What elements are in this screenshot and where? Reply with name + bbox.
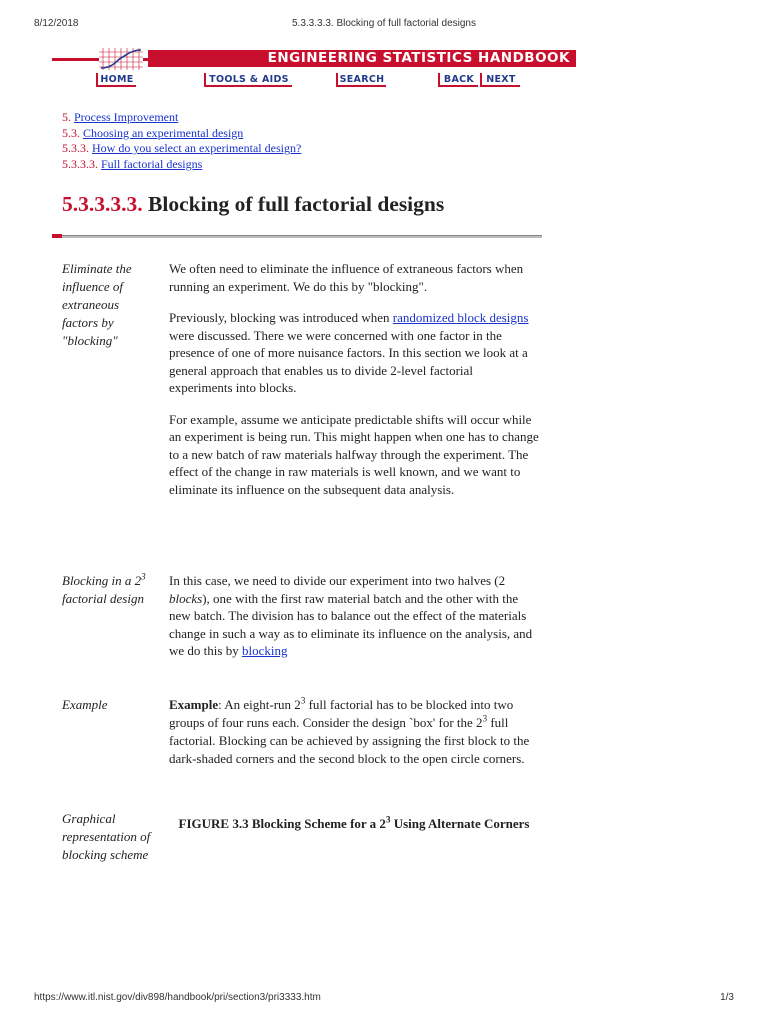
breadcrumb-item — [62, 126, 301, 142]
text: were discussed. There we were concerned with one factor in the presence of one of more nuisance factors. In this section we look at a general approach that enables us to divide 2-level factorial experiments into blocks. — [169, 327, 528, 395]
section-eliminate — [169, 260, 539, 512]
superscript: 3 — [482, 713, 488, 724]
breadcrumb-item — [62, 141, 301, 157]
text: : An eight-run 2 — [218, 697, 301, 712]
paragraph — [169, 309, 539, 397]
back-button[interactable]: BACK — [438, 73, 478, 87]
side-label-eliminate: Eliminate the influence of extraneous factors by "blocking" — [62, 261, 132, 348]
title-text: Blocking of full factorial designs — [148, 192, 445, 216]
home-button[interactable]: HOME — [96, 73, 136, 87]
breadcrumb — [62, 110, 301, 172]
breadcrumb-link-select-design[interactable]: How do you select an experimental design? — [92, 141, 302, 156]
text: Using Alternate Corners — [390, 816, 530, 831]
paragraph: For example, assume we anticipate predictable shifts will occur while an experiment is being run. This might happen when one has to change to a new batch of raw materials halfway through the experiment. The effect of the change in raw materials is well known, and we want to eliminate its influence on the subsequent data analysis. — [169, 411, 539, 497]
print-date: 8/12/2018 — [34, 18, 79, 29]
title-divider — [52, 234, 542, 238]
text: In this case, we need to divide our experiment into two halves (2 — [169, 573, 506, 588]
bold-text: Example — [169, 697, 219, 712]
text: factorial design — [62, 591, 144, 606]
breadcrumb-number: 5.3. — [62, 125, 80, 140]
breadcrumb-number: 5.3.3. — [62, 141, 89, 156]
italic-text: blocks — [169, 590, 203, 606]
print-url: https://www.itl.nist.gov/div898/handbook/pri/section3/pri3333.htm — [34, 992, 321, 1003]
text: Blocking in a 2 — [62, 573, 142, 588]
text: full factorial has to be blocked into two groups of four runs each. Consider the design `box' for the 2 — [169, 697, 514, 730]
search-button[interactable]: SEARCH — [336, 73, 386, 87]
breadcrumb-link-full-factorial[interactable]: Full factorial designs — [101, 156, 203, 171]
breadcrumb-item — [62, 157, 301, 173]
superscript: 3 — [385, 814, 391, 825]
side-label-example: Example — [62, 697, 108, 712]
text: FIGURE 3.3 Blocking Scheme for a 2 — [178, 816, 386, 831]
section-number: 5.3.3.3.3. — [62, 192, 143, 216]
paragraph — [169, 572, 539, 660]
figure-caption — [169, 815, 539, 833]
page-number: 1/3 — [720, 992, 734, 1003]
breadcrumb-number: 5.3.3.3. — [62, 156, 98, 171]
tools-aids-button[interactable]: TOOLS & AIDS — [204, 73, 292, 87]
side-label-blocking — [62, 572, 154, 608]
text: full factorial. Blocking can be achieved by assigning the first block to the dark-shaded corners and the second block to the open circle corners. — [169, 715, 530, 766]
blocking-link[interactable]: blocking — [241, 643, 288, 658]
text: Previously, blocking was introduced when — [169, 310, 393, 325]
divider-rule — [62, 235, 542, 238]
breadcrumb-link-process-improvement[interactable]: Process Improvement — [74, 110, 179, 124]
breadcrumb-item — [62, 110, 301, 126]
banner-title: ENGINEERING STATISTICS HANDBOOK — [148, 50, 576, 67]
page-title — [62, 192, 444, 217]
section-example — [169, 696, 539, 782]
paragraph — [169, 696, 539, 768]
randomized-block-designs-link[interactable]: randomized block designs — [392, 310, 529, 325]
divider-red-tick — [52, 234, 62, 238]
superscript: 3 — [141, 571, 146, 582]
print-title: 5.3.3.3.3. Blocking of full factorial designs — [292, 18, 476, 29]
print-header — [34, 18, 734, 32]
handbook-banner — [52, 48, 570, 88]
print-footer — [34, 992, 734, 1006]
superscript: 3 — [300, 695, 306, 706]
curve-grid-logo-icon — [99, 48, 143, 70]
side-label-graphical: Graphical representation of blocking scheme — [62, 811, 151, 862]
breadcrumb-number: 5. — [62, 110, 71, 124]
next-button[interactable]: NEXT — [480, 73, 520, 87]
section-blocking — [169, 572, 539, 674]
paragraph: We often need to eliminate the influence of extraneous factors when running an experiment. We do this by "blocking". — [169, 261, 524, 294]
breadcrumb-link-choosing-design[interactable]: Choosing an experimental design — [83, 125, 244, 140]
text: ), one with the first raw material batch and the other with the new batch. The division has to balance out the effect of the materials change in such a way as to eliminate its influence on the analysis, and we do this by — [169, 590, 533, 658]
